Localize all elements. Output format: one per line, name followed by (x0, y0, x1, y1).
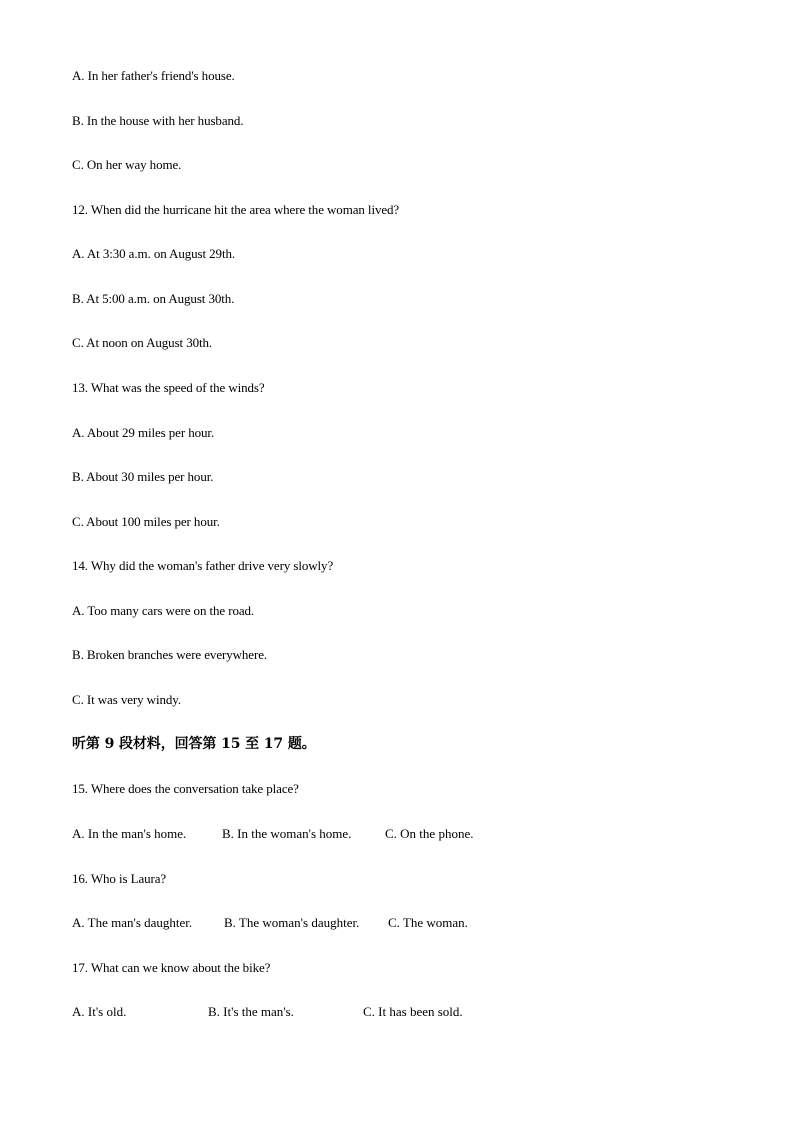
q14-stem: 14. Why did the woman's father drive very slowly? (72, 558, 334, 573)
q17-option-a: A. It's old. (72, 1004, 127, 1019)
q15-option-c: C. On the phone. (385, 826, 474, 841)
section-heading: 听第 9 段材料，回答第 15 至 17 题。 (72, 736, 316, 752)
q15-option-a: A. In the man's home. (72, 826, 187, 841)
q16-option-c: C. The woman. (388, 915, 468, 930)
q17-stem: 17. What can we know about the bike? (72, 960, 271, 975)
q13-stem: 13. What was the speed of the winds? (72, 380, 265, 395)
q11-option-c: C. On her way home. (72, 157, 182, 172)
q14-option-b: B. Broken branches were everywhere. (72, 647, 268, 662)
q12-option-a: A. At 3:30 a.m. on August 29th. (72, 246, 236, 261)
q13-option-b: B. About 30 miles per hour. (72, 469, 214, 484)
q17-option-c: C. It has been sold. (363, 1004, 463, 1019)
q13-option-a: A. About 29 miles per hour. (72, 425, 215, 440)
q11-option-a: A. In her father's friend's house. (72, 68, 235, 83)
q14-option-a: A. Too many cars were on the road. (72, 603, 255, 618)
q13-option-c: C. About 100 miles per hour. (72, 514, 220, 529)
q12-option-c: C. At noon on August 30th. (72, 335, 213, 350)
q17-option-b: B. It's the man's. (208, 1004, 294, 1019)
q11-option-b: B. In the house with her husband. (72, 113, 244, 128)
q16-stem: 16. Who is Laura? (72, 871, 167, 886)
q16-option-b: B. The woman's daughter. (224, 915, 360, 930)
q12-stem: 12. When did the hurricane hit the area where the woman lived? (72, 202, 400, 217)
q12-option-b: B. At 5:00 a.m. on August 30th. (72, 291, 235, 306)
q15-stem: 15. Where does the conversation take place? (72, 781, 299, 796)
q16-option-a: A. The man's daughter. (72, 915, 193, 930)
q15-option-b: B. In the woman's home. (222, 826, 352, 841)
q14-option-c: C. It was very windy. (72, 692, 181, 707)
